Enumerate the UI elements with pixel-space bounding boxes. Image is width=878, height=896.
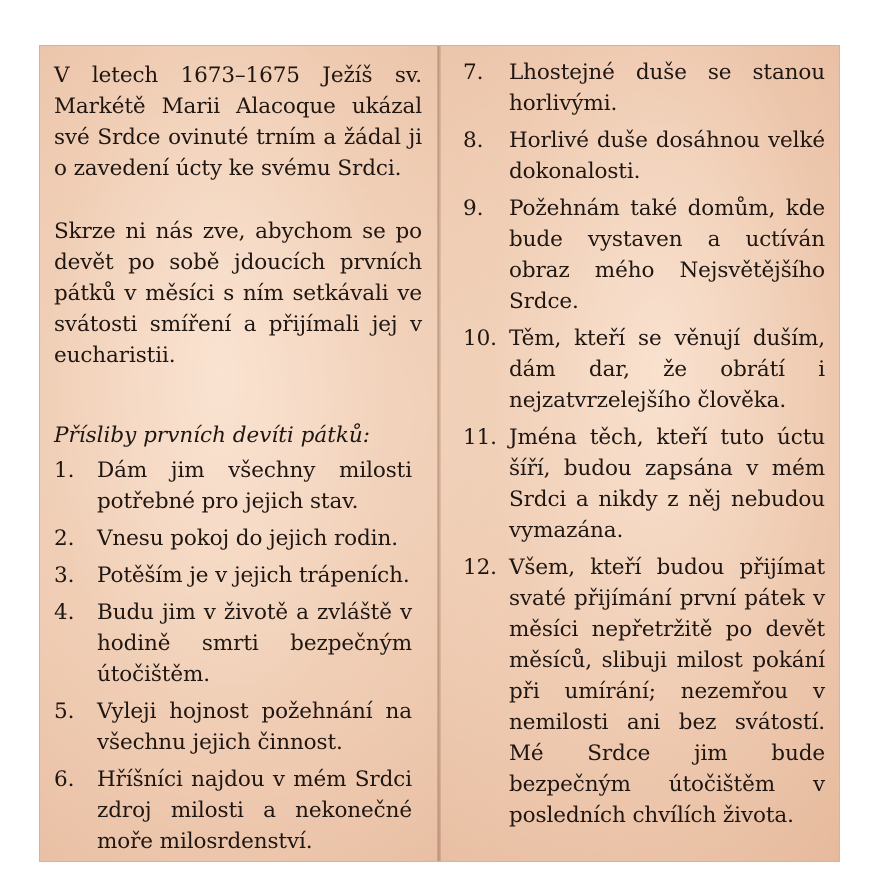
promise-text: Vnesu pokoj do jejich rodin. bbox=[97, 526, 398, 551]
promise-text: Hříšníci najdou v mém Srdci zdroj milosti a nekonečné moře milosrdenství. bbox=[97, 767, 412, 854]
promise-text: Všem, kteří budou přijímat svaté přijímání první pátek v měsíci nepřetržitě po devět měsíců, slibuji milost pokání při umírání; nezemřou v nemilosti ani bez svátostí. Mé Srdce jim bude bezpečným útočištěm v posledních chvílích života. bbox=[509, 555, 825, 828]
promise-item-8 bbox=[463, 125, 825, 187]
promise-number: 10. bbox=[463, 326, 497, 351]
promise-text: Potěším je v jejich trápeních. bbox=[97, 563, 410, 588]
promise-text: Vyleji hojnost požehnání na všechnu jejich činnost. bbox=[97, 699, 412, 755]
intro-paragraph-2: Skrze ni nás zve, abychom se po devět po sobě jdoucích prvních pátků v měsíci s ním setkávali ve svátosti smíření a přijímali jej v eucharistii. bbox=[54, 219, 422, 368]
promises-list-right bbox=[463, 57, 825, 831]
promise-text: Budu jim v životě a zvláště v hodině smrti bezpečným útočištěm. bbox=[97, 600, 412, 687]
right-page bbox=[439, 46, 840, 861]
promise-number: 2. bbox=[54, 526, 75, 551]
promise-item-7 bbox=[463, 57, 825, 119]
promise-item-2 bbox=[54, 523, 412, 554]
promise-number: 8. bbox=[463, 128, 484, 153]
promise-item-11 bbox=[463, 422, 825, 546]
promise-item-4 bbox=[54, 597, 412, 690]
promise-item-12 bbox=[463, 552, 825, 831]
promise-number: 4. bbox=[54, 600, 75, 625]
promise-text: Požehnám také domům, kde bude vystaven a uctíván obraz mého Nejsvětějšího Srdce. bbox=[509, 196, 825, 314]
promise-item-6 bbox=[54, 764, 412, 857]
promise-item-5 bbox=[54, 696, 412, 758]
promises-heading: Přísliby prvních devíti pátků: bbox=[54, 423, 370, 448]
intro-paragraph-1: V letech 1673–1675 Ježíš sv. Markétě Marii Alacoque ukázal své Srdce ovinuté trním a žádal ji o zavedení úcty ke svému Srdci. bbox=[54, 63, 422, 181]
promise-number: 6. bbox=[54, 767, 75, 792]
promise-item-3 bbox=[54, 560, 412, 591]
promises-list-left bbox=[54, 455, 412, 857]
promise-text: Dám jim všechny milosti potřebné pro jejich stav. bbox=[97, 458, 412, 514]
promise-item-1 bbox=[54, 455, 412, 517]
promise-text: Horlivé duše dosáhnou velké dokonalosti. bbox=[509, 128, 825, 184]
promise-number: 3. bbox=[54, 563, 75, 588]
promise-number: 11. bbox=[463, 425, 497, 450]
promise-item-10 bbox=[463, 323, 825, 416]
promise-number: 9. bbox=[463, 196, 484, 221]
promise-number: 1. bbox=[54, 458, 75, 483]
booklet-spread bbox=[39, 45, 840, 862]
promise-text: Těm, kteří se věnují duším, dám dar, že obrátí i nejzatvrzelejšího člověka. bbox=[509, 326, 825, 413]
promise-number: 7. bbox=[463, 60, 484, 85]
promise-number: 5. bbox=[54, 699, 75, 724]
promise-item-9 bbox=[463, 193, 825, 317]
promise-text: Lhostejné duše se stanou horlivými. bbox=[509, 60, 825, 116]
left-page bbox=[40, 46, 439, 861]
promise-number: 12. bbox=[463, 555, 497, 580]
promise-text: Jména těch, kteří tuto úctu šíří, budou zapsána v mém Srdci a nikdy z něj nebudou vymazána. bbox=[509, 425, 825, 543]
